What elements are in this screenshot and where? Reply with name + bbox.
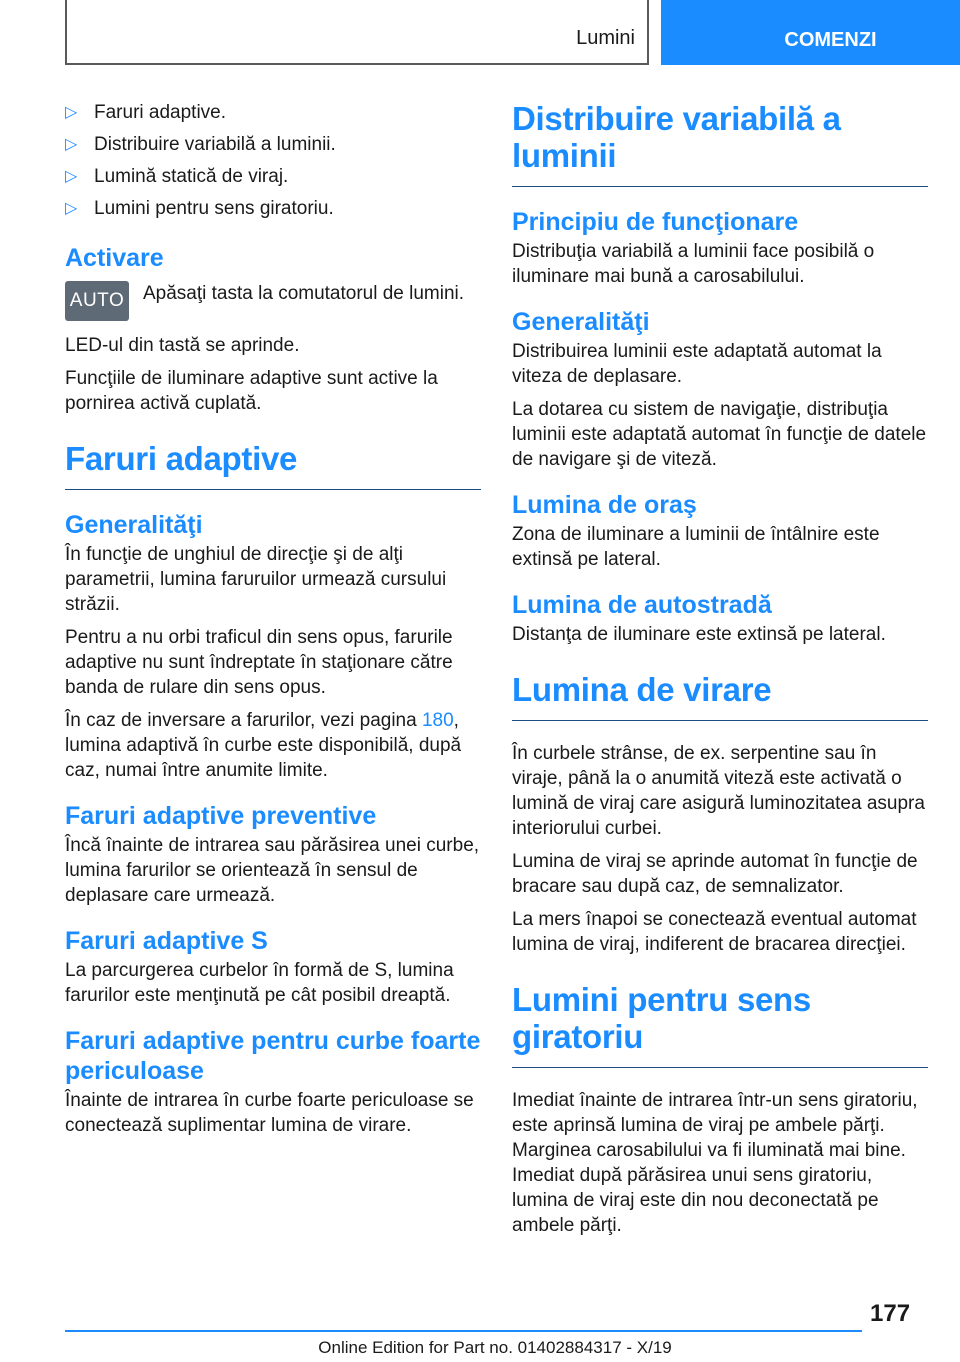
s-text: La parcurgerea curbelor în formă de S, lumina farurilor este menţinută pe cât posibil dreaptă. (65, 960, 454, 1006)
faruri-p2: Pentru a nu orbi traficul din sens opus, farurile adaptive nu sunt îndreptate în staţionare către banda de rulare din sens opus. (65, 627, 453, 698)
principle-heading: Principiu de funcţionare (512, 208, 799, 236)
preventive-heading: Faruri adaptive preventive (65, 802, 377, 830)
principle-text: Distribuţia variabilă a luminii face posibilă o iluminare mai bună a carosabilului. (512, 241, 875, 287)
city-text: Zona de iluminare a luminii de întâlnire este extinsă pe lateral. (512, 524, 880, 570)
list-item: ▷ Lumini pentru sens giratoriu. (65, 198, 334, 219)
section-title: Lumini (576, 27, 635, 49)
header-chapter (661, 0, 960, 65)
list-item: ▷ Distribuire variabilă a luminii. (65, 134, 336, 155)
activare-heading: Activare (65, 244, 164, 272)
header-section (65, 0, 649, 65)
giratoriu-p1: Imediat înainte de intrarea într-un sens giratoriu, este aprinsă lumina de viraj pe ambele părţi. Marginea carosabilului va fi iluminată mai bine. Imediat după părăsirea unui sens giratoriu, lumina de viraj este din nou deconectată pe ambele părţi. (512, 1090, 918, 1236)
triangle-bullet-icon: ▷ (65, 136, 78, 153)
triangle-bullet-icon: ▷ (65, 104, 78, 121)
s-heading: Faruri adaptive S (65, 927, 268, 955)
faruri-general-heading: Generalităţi (65, 511, 203, 539)
dangerous-text: Înainte de intrarea în curbe foarte periculoase se conectează suplimentar lumina de virare. (65, 1090, 474, 1136)
auto-button-icon: AUTO (65, 281, 129, 321)
page-number: 177 (870, 1300, 911, 1327)
triangle-bullet-icon: ▷ (65, 168, 78, 185)
distrib-general-p2: La dotarea cu sistem de navigaţie, distribuţia luminii este adaptată automat în funcţie de datele de navigare şi de viteză. (512, 399, 927, 470)
giratoriu-title: Lumini pentru sens giratoriu (512, 981, 928, 1068)
triangle-bullet-icon: ▷ (65, 200, 78, 217)
list-item: ▷ Lumină statică de viraj. (65, 166, 289, 187)
highway-text: Distanţa de iluminare este extinsă pe lateral. (512, 624, 886, 645)
city-heading: Lumina de oraş (512, 491, 697, 519)
distrib-title: Distribuire variabilă a luminii (512, 100, 928, 187)
right-column (512, 100, 928, 1246)
feature-list (65, 100, 481, 221)
activare-row (65, 281, 481, 321)
highway-heading: Lumina de autostradă (512, 591, 772, 619)
dangerous-heading: Faruri adaptive pentru curbe foarte periculoase (65, 1027, 481, 1085)
faruri-title: Faruri adaptive (65, 440, 481, 490)
footer-divider (65, 1330, 862, 1332)
led-text: LED-ul din tastă se aprinde. (65, 335, 300, 356)
virare-p2: Lumina de viraj se aprinde automat în funcţie de bracare sau după caz, de semnalizator. (512, 851, 918, 897)
page-link[interactable]: 180 (421, 710, 454, 731)
virare-p3: La mers înapoi se conectează eventual automat lumina de viraj, indiferent de bracarea direcţiei. (512, 909, 917, 955)
distrib-general-heading: Generalităţi (512, 308, 650, 336)
left-column (65, 100, 481, 1146)
faruri-p3: În caz de inversare a farurilor, vezi pagina 180, lumina adaptivă în curbe este disponibilă, după caz, numai între anumite limite. (65, 710, 462, 781)
distrib-general-p1: Distribuirea luminii este adaptată automat la viteza de deplasare. (512, 341, 882, 387)
adaptive-active-text: Funcţiile de iluminare adaptive sunt active la pornirea activă cuplată. (65, 368, 438, 414)
chapter-title: COMENZI (784, 29, 877, 51)
list-item: ▷ Faruri adaptive. (65, 102, 227, 123)
virare-title: Lumina de virare (512, 671, 928, 721)
faruri-p1: În funcţie de unghiul de direcţie şi de alţi parametrii, lumina faruruilor urmează cursului străzii. (65, 544, 447, 615)
preventive-text: Încă înainte de intrarea sau părăsirea unei curbe, lumina farurilor se orientează în sensul de deplasare care urmează. (65, 835, 480, 906)
virare-p1: În curbele strânse, de ex. serpentine sau în viraje, până la o anumită viteză este activată o lumină de viraj care asigură luminozitatea asupra interiorului curbei. (512, 743, 925, 839)
footer-edition: Online Edition for Part no. 01402884317 - X/19 (318, 1338, 672, 1357)
activare-text: Apăsaţi tasta la comutatorul de lumini. (143, 283, 465, 304)
